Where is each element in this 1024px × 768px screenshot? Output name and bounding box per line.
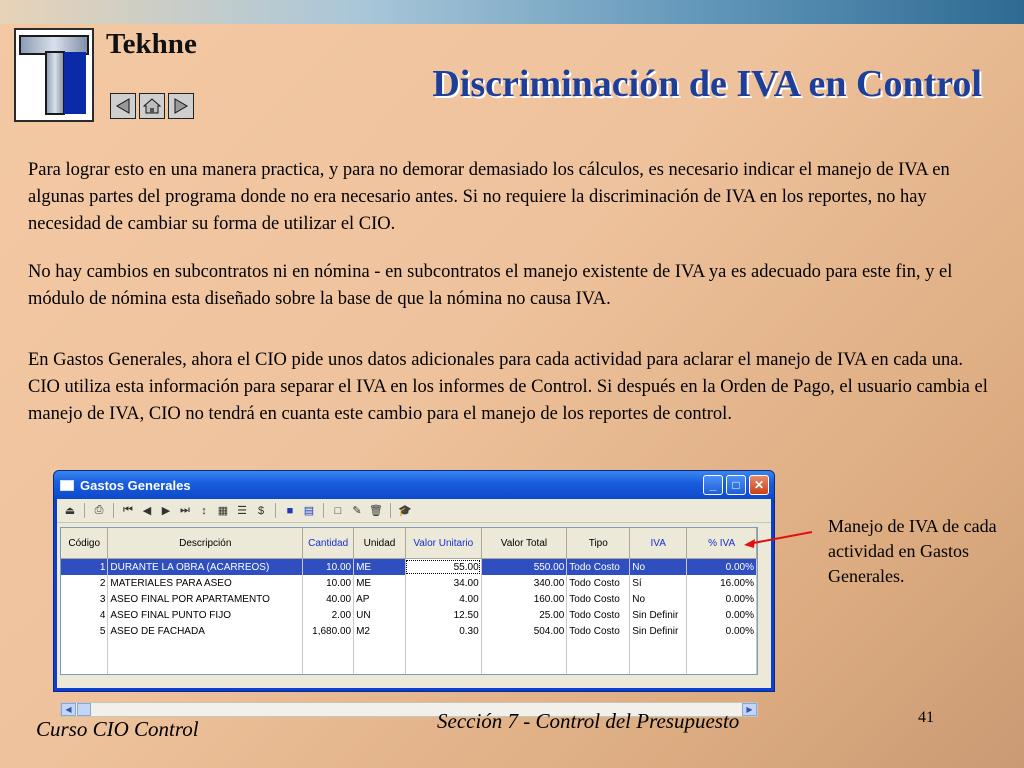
window-titlebar[interactable] <box>54 471 774 499</box>
cell-iva[interactable]: No <box>630 559 687 576</box>
cell-descripcion[interactable]: MATERIALES PARA ASEO <box>108 575 303 591</box>
print-icon[interactable]: ⎙ <box>94 504 104 516</box>
grid-header-row <box>61 528 757 559</box>
cell-unidad[interactable]: AP <box>354 591 406 607</box>
scroll-right-button[interactable]: ▶ <box>742 703 757 716</box>
column-header-tipo[interactable]: Tipo <box>567 528 630 559</box>
sort-icon[interactable]: ↕ <box>201 504 207 517</box>
cell-cantidad[interactable]: 10.00 <box>303 575 354 591</box>
page-number: 41 <box>918 709 934 726</box>
paragraph-3: En Gastos Generales, ahora el CIO pide unos datos adicionales para cada actividad para aclarar el manejo de IVA en cada una. CIO utiliza esta información para separar el IVA en los informes de Control. Si después en la Orden de Pago, el usuario cambia el manejo de IVA, CIO no tendrá en cuanta este cambio para el manejo de los reportes de control. <box>28 350 988 424</box>
graduation-cap-icon[interactable]: 🎓 <box>398 505 412 517</box>
export-icon[interactable]: ⏏ <box>64 505 76 517</box>
cell-valor-unitario[interactable]: 55.00 <box>405 559 481 576</box>
slide-navigation <box>110 93 194 119</box>
toolbar-separator <box>323 503 324 518</box>
brand-name: Tekhne <box>106 28 197 60</box>
activities-grid <box>60 527 758 675</box>
home-icon <box>143 97 161 115</box>
column-header-pct-iva[interactable]: % IVA <box>687 528 757 559</box>
delete-record-icon[interactable]: 🗑 <box>369 505 383 517</box>
maximize-button[interactable]: □ <box>726 475 746 495</box>
edit-record-icon[interactable]: ✎ <box>352 505 362 517</box>
first-record-icon[interactable]: ⏮ <box>123 504 133 516</box>
cell-valor-total[interactable]: 340.00 <box>481 575 567 591</box>
cell-descripcion[interactable]: ASEO DE FACHADA <box>108 623 303 639</box>
home-button[interactable] <box>139 93 165 119</box>
footer-course: Curso CIO Control <box>36 717 199 741</box>
column-header-unidad[interactable]: Unidad <box>354 528 406 559</box>
gastos-generales-window <box>53 470 775 714</box>
cell-tipo[interactable]: Todo Costo <box>567 591 630 607</box>
scroll-thumb[interactable] <box>77 703 91 716</box>
top-gradient-bar <box>0 0 1024 24</box>
cell-pct-iva[interactable]: 16.00% <box>687 575 757 591</box>
red-arrow-icon <box>742 530 814 550</box>
prev-slide-button[interactable] <box>110 93 136 119</box>
cell-iva[interactable]: Sin Definir <box>630 607 687 623</box>
cell-iva[interactable]: Sí <box>630 575 687 591</box>
cell-valor-unitario[interactable]: 4.00 <box>405 591 481 607</box>
grid-view-icon[interactable]: ▤ <box>303 505 315 517</box>
cell-descripcion[interactable]: ASEO FINAL PUNTO FIJO <box>108 607 303 623</box>
table-row[interactable] <box>61 607 757 623</box>
cell-codigo[interactable]: 2 <box>61 575 108 591</box>
toolbar-separator <box>275 503 276 518</box>
table-row[interactable] <box>61 559 757 576</box>
cell-valor-unitario[interactable]: 12.50 <box>405 607 481 623</box>
table-row[interactable] <box>61 575 757 591</box>
cell-codigo[interactable]: 1 <box>61 559 108 576</box>
column-header-cantidad[interactable]: Cantidad <box>303 528 354 559</box>
cell-unidad[interactable]: M2 <box>354 623 406 639</box>
cell-valor-unitario[interactable]: 34.00 <box>405 575 481 591</box>
cell-codigo[interactable]: 5 <box>61 623 108 639</box>
toolbar-separator <box>390 503 391 518</box>
cell-valor-total[interactable]: 160.00 <box>481 591 567 607</box>
cell-descripcion[interactable]: DURANTE LA OBRA (ACARREOS) <box>108 559 303 576</box>
table-row[interactable] <box>61 623 757 639</box>
close-button[interactable]: ✕ <box>749 475 769 495</box>
footer-section: Sección 7 - Control del Presupuesto <box>437 709 740 733</box>
next-record-icon[interactable]: ▶ <box>161 505 171 517</box>
cell-pct-iva[interactable]: 0.00% <box>687 559 757 576</box>
cell-iva[interactable]: Sin Definir <box>630 623 687 639</box>
paragraph-1: Para lograr esto en una manera practica, y para no demorar demasiado los cálculos, es necesario indicar el manejo de IVA en algunas partes del programa donde no era necesario antes. Si no requiere la discriminación de IVA en los reportes, no hay necesidad de cambiar su forma de utilizar el CIO. <box>28 160 950 234</box>
annotation-text: Manejo de IVA de cada actividad en Gastos Generales. <box>828 516 997 586</box>
window-icon <box>60 480 74 491</box>
previous-record-icon[interactable]: ◀ <box>142 505 152 517</box>
slide-title: Discriminación de IVA en Control <box>432 63 982 105</box>
column-header-valor-total[interactable]: Valor Total <box>481 528 567 559</box>
cell-pct-iva[interactable]: 0.00% <box>687 591 757 607</box>
column-header-descripcion[interactable]: Descripción <box>108 528 303 559</box>
tekhne-logo <box>14 28 94 122</box>
cell-codigo[interactable]: 4 <box>61 607 108 623</box>
column-header-valor-unitario[interactable]: Valor Unitario <box>405 528 481 559</box>
cell-tipo[interactable]: Todo Costo <box>567 607 630 623</box>
cell-tipo[interactable]: Todo Costo <box>567 559 630 576</box>
cell-valor-total[interactable]: 504.00 <box>481 623 567 639</box>
minimize-button[interactable]: _ <box>703 475 723 495</box>
cell-cantidad[interactable]: 2.00 <box>303 607 354 623</box>
window-title: Gastos Generales <box>80 477 191 493</box>
cell-unidad[interactable]: UN <box>354 607 406 623</box>
triangle-right-icon <box>173 98 189 114</box>
next-slide-button[interactable] <box>168 93 194 119</box>
cell-unidad[interactable]: ME <box>354 575 406 591</box>
new-record-icon[interactable]: □ <box>334 504 342 517</box>
cell-iva[interactable]: No <box>630 591 687 607</box>
cell-valor-total[interactable]: 25.00 <box>481 607 567 623</box>
cell-cantidad[interactable]: 10.00 <box>303 559 354 576</box>
table-row[interactable] <box>61 591 757 607</box>
toolbar <box>57 499 771 523</box>
form-view-icon[interactable]: ■ <box>286 504 294 517</box>
cell-pct-iva[interactable]: 0.00% <box>687 607 757 623</box>
currency-icon[interactable]: $ <box>257 504 265 517</box>
list-icon[interactable]: ☰ <box>237 505 247 517</box>
cell-valor-unitario[interactable]: 0.30 <box>405 623 481 639</box>
cell-cantidad[interactable]: 40.00 <box>303 591 354 607</box>
cell-pct-iva[interactable]: 0.00% <box>687 623 757 639</box>
last-record-icon[interactable]: ⏭ <box>180 504 190 516</box>
cell-cantidad[interactable]: 1,680.00 <box>303 623 354 639</box>
column-header-iva[interactable]: IVA <box>630 528 687 559</box>
scroll-left-button[interactable]: ◀ <box>61 703 76 716</box>
cell-codigo[interactable]: 3 <box>61 591 108 607</box>
toolbar-separator <box>84 503 85 518</box>
cell-descripcion[interactable]: ASEO FINAL POR APARTAMENTO <box>108 591 303 607</box>
chart-icon[interactable]: ▦ <box>217 505 229 517</box>
cell-tipo[interactable]: Todo Costo <box>567 575 630 591</box>
table-row-empty <box>61 639 757 675</box>
column-header-codigo[interactable]: Código <box>61 528 108 559</box>
window-body <box>57 499 771 714</box>
cell-valor-total[interactable]: 550.00 <box>481 559 567 576</box>
cell-tipo[interactable]: Todo Costo <box>567 623 630 639</box>
paragraph-2: No hay cambios en subcontratos ni en nómina - en subcontratos el manejo existente de IVA ya es adecuado para este fin, y el módulo de nómina esta diseñado sobre la base de que la nómina no causa IVA. <box>28 262 953 309</box>
toolbar-separator <box>113 503 114 518</box>
cell-unidad[interactable]: ME <box>354 559 406 576</box>
triangle-left-icon <box>115 98 131 114</box>
